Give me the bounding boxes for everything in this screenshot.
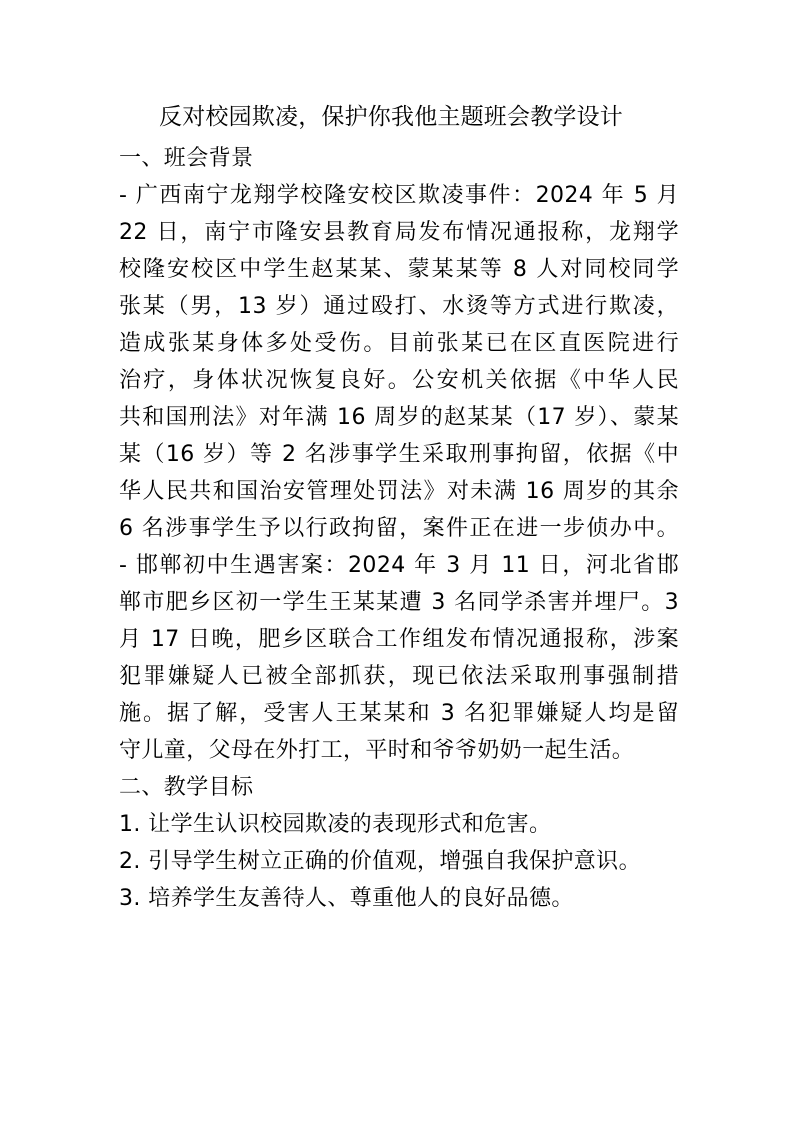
case1-line: - 广西南宁龙翔学校隆安校区欺凌事件：2024 年 5 月 — [119, 183, 679, 208]
goal-item: 1. 让学生认识校园欺凌的表现形式和危害。 — [119, 812, 552, 837]
case2-line: 犯罪嫌疑人已被全部抓获，现已依法采取刑事强制措 — [119, 664, 679, 689]
document-body — [119, 140, 679, 917]
case2-line: 施。据了解，受害人王某某和 3 名犯罪嫌疑人均是留 — [119, 701, 679, 726]
case1-line: 某（16 岁）等 2 名涉事学生采取刑事拘留，依据《中 — [119, 442, 679, 467]
case2-line: 郸市肥乡区初一学生王某某遭 3 名同学杀害并埋尸。3 — [119, 590, 679, 615]
case2-line: 守儿童，父母在外打工，平时和爷爷奶奶一起生活。 — [119, 738, 635, 763]
section-heading-background: 一、班会背景 — [119, 146, 254, 171]
case2-line: 月 17 日晚，肥乡区联合工作组发布情况通报称，涉案 — [119, 627, 679, 652]
document-title: 反对校园欺凌，保护你我他主题班会教学设计 — [159, 104, 623, 130]
case1-line: 22 日，南宁市隆安县教育局发布情况通报称，龙翔学 — [119, 220, 679, 245]
section-heading-goals: 二、教学目标 — [119, 775, 254, 800]
case1-line: 校隆安校区中学生赵某某、蒙某某等 8 人对同校同学 — [119, 257, 679, 282]
case1-line: 张某（男，13 岁）通过殴打、水烫等方式进行欺凌， — [119, 294, 679, 319]
case1-line: 治疗，身体状况恢复良好。公安机关依据《中华人民 — [119, 368, 679, 393]
case1-line: 共和国刑法》对年满 16 周岁的赵某某（17 岁）、蒙某 — [119, 405, 679, 430]
case1-line: 华人民共和国治安管理处罚法》对未满 16 周岁的其余 — [119, 479, 679, 504]
case1-line: 6 名涉事学生予以行政拘留，案件正在进一步侦办中。 — [119, 516, 679, 541]
goal-item: 2. 引导学生树立正确的价值观，增强自我保护意识。 — [119, 849, 641, 874]
goal-item: 3. 培养学生友善待人、尊重他人的良好品德。 — [119, 886, 574, 911]
case1-line: 造成张某身体多处受伤。目前张某已在区直医院进行 — [119, 331, 679, 356]
case2-line: - 邯郸初中生遇害案：2024 年 3 月 11 日，河北省邯 — [119, 553, 679, 578]
